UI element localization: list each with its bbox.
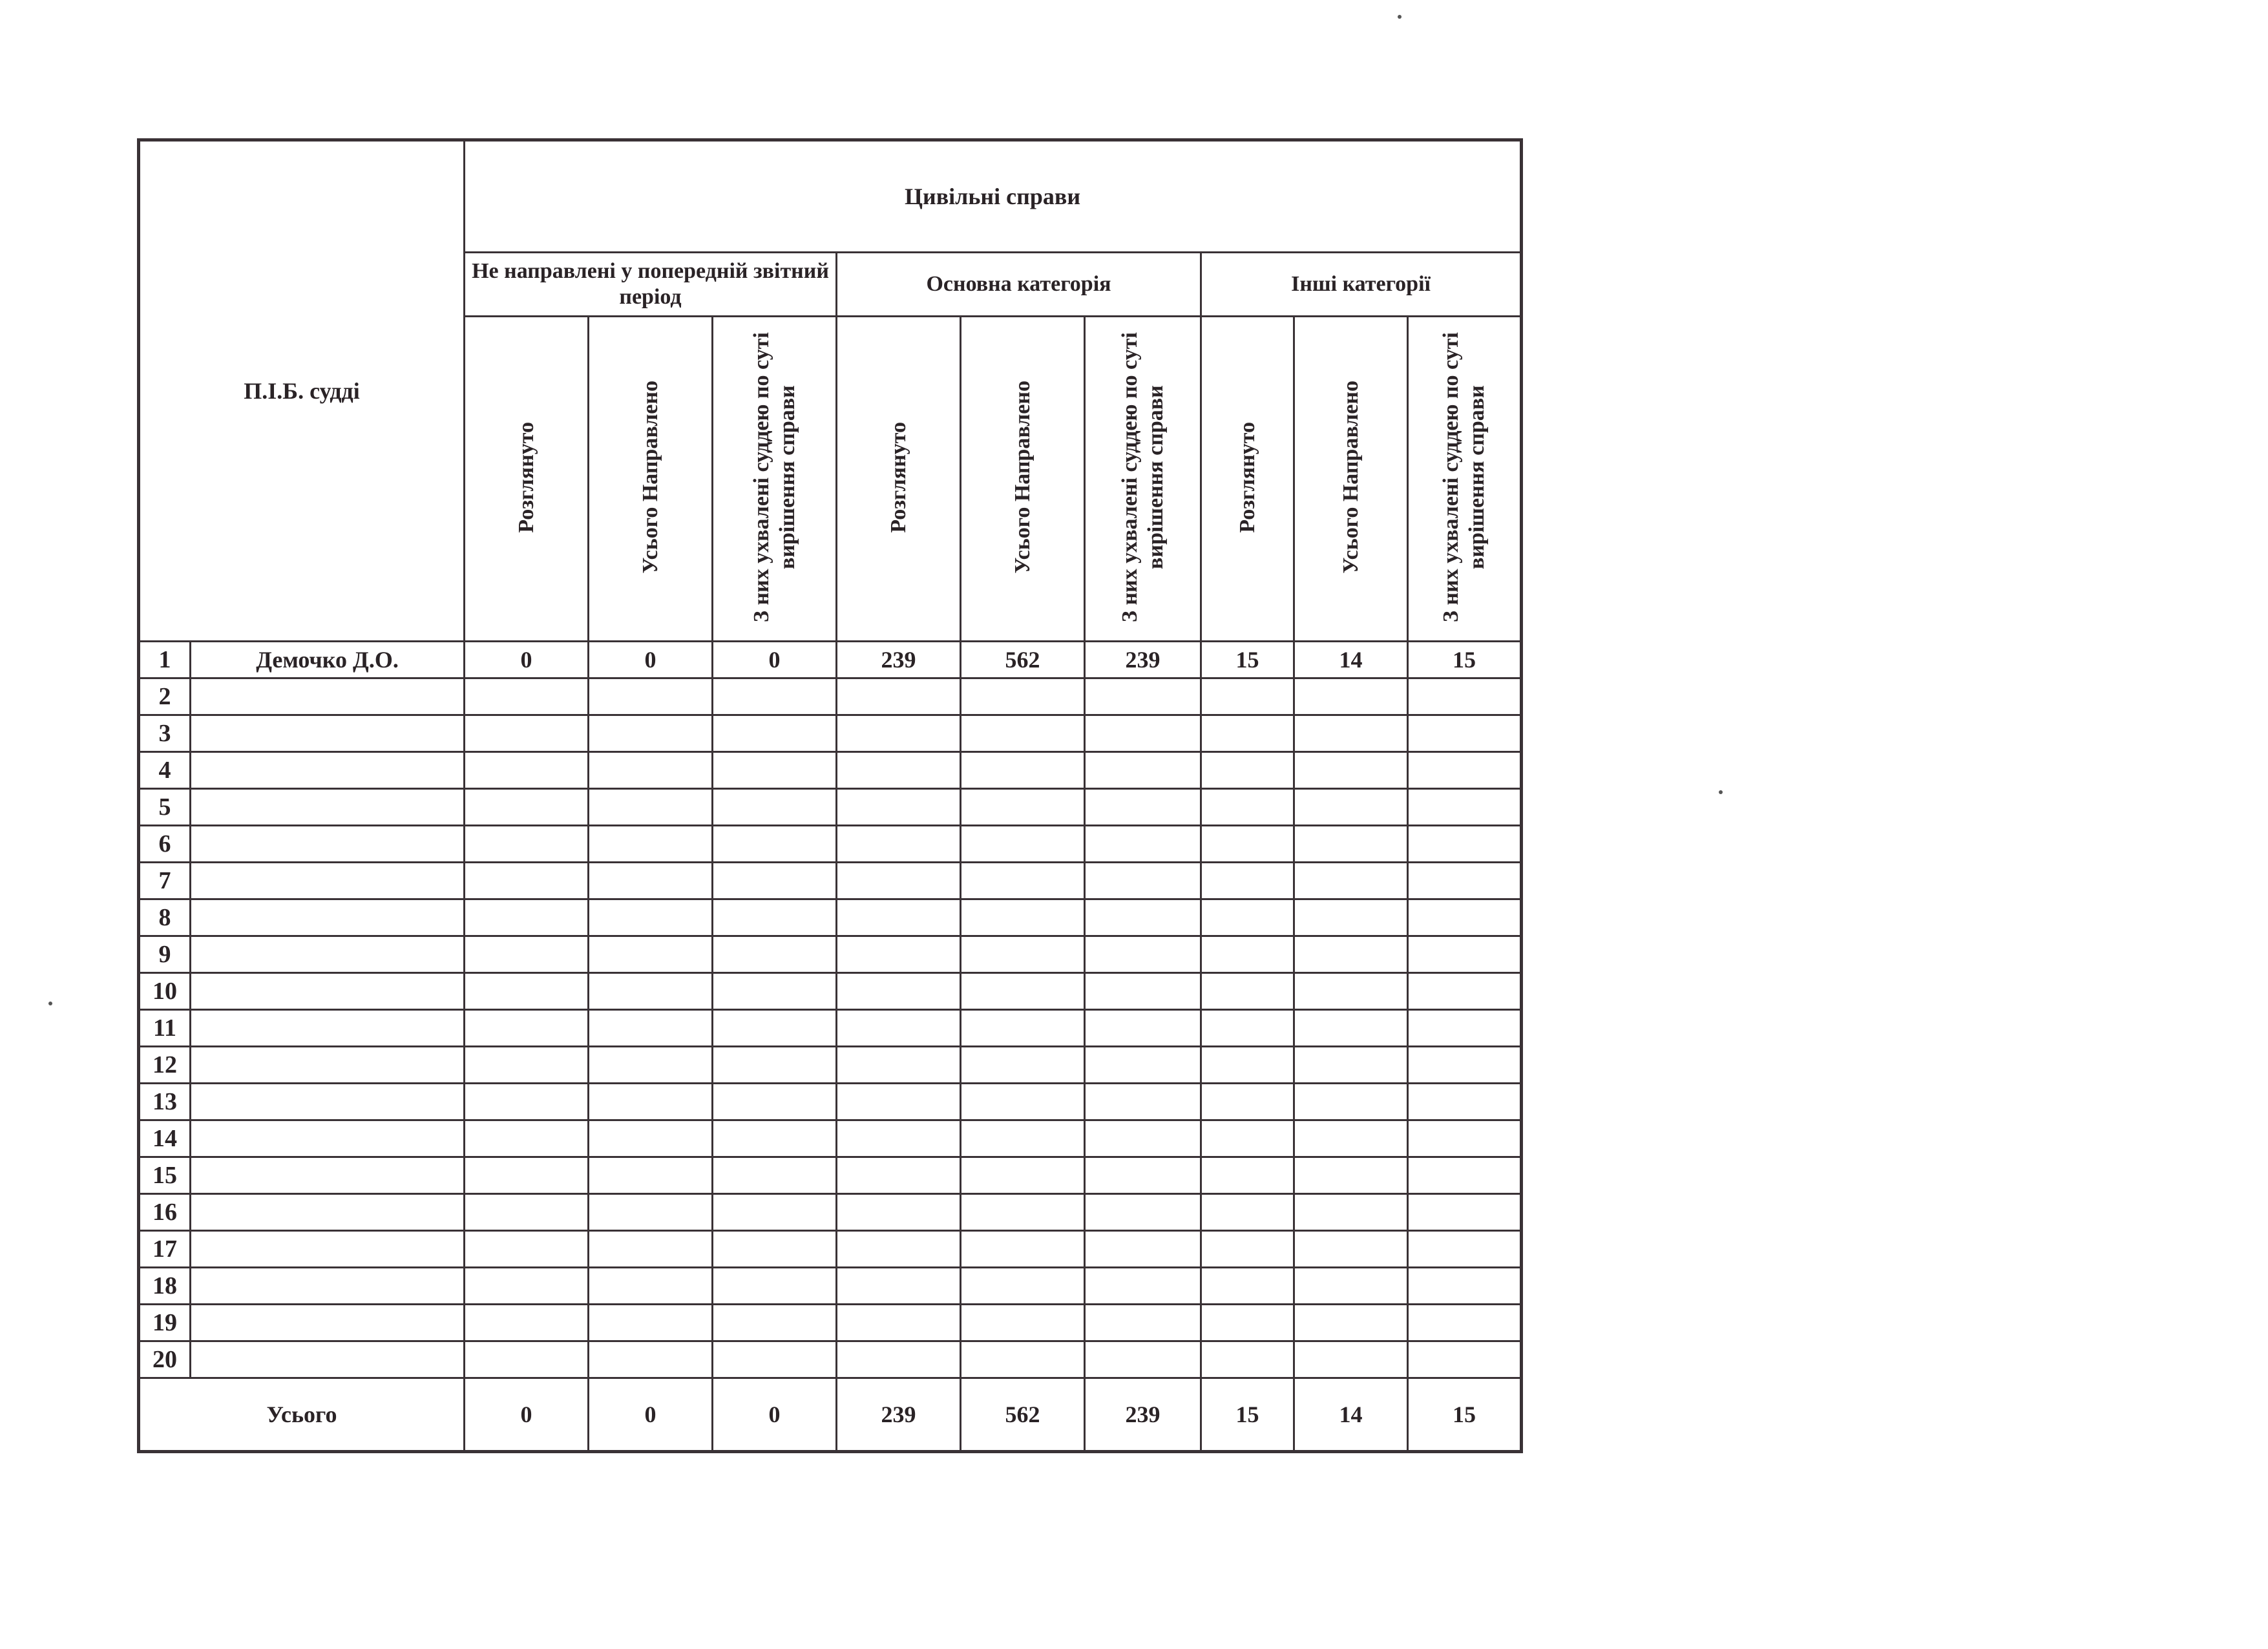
value-cell	[837, 1157, 961, 1194]
value-cell	[961, 1010, 1085, 1047]
value-cell: 0	[589, 642, 713, 678]
value-cell: 15	[1201, 642, 1294, 678]
value-cell	[1294, 1268, 1408, 1305]
column-header	[713, 317, 837, 642]
scan-speck	[1398, 15, 1402, 19]
table-row	[139, 1268, 1522, 1305]
value-cell	[837, 1084, 961, 1120]
subgroup-header-other-categories: Інші категорії	[1201, 253, 1522, 317]
value-cell	[1201, 1084, 1294, 1120]
value-cell: 15	[1408, 642, 1522, 678]
judge-name-cell	[191, 936, 465, 973]
column-header-label: Розглянуто	[1235, 421, 1259, 533]
value-cell	[1085, 789, 1201, 826]
value-cell	[589, 973, 713, 1010]
value-cell	[1201, 752, 1294, 789]
value-cell: 0	[713, 642, 837, 678]
row-number: 13	[139, 1084, 191, 1120]
value-cell	[713, 752, 837, 789]
value-cell	[589, 863, 713, 899]
value-cell	[589, 899, 713, 936]
value-cell	[589, 936, 713, 973]
value-cell	[1294, 789, 1408, 826]
total-cell: 562	[961, 1378, 1085, 1452]
row-number: 1	[139, 642, 191, 678]
value-cell: 14	[1294, 642, 1408, 678]
value-cell	[1085, 1010, 1201, 1047]
column-header	[589, 317, 713, 642]
value-cell	[1408, 1010, 1522, 1047]
value-cell: 562	[961, 642, 1085, 678]
value-cell	[1201, 1268, 1294, 1305]
value-cell	[837, 1194, 961, 1231]
table-row	[139, 1120, 1522, 1157]
judge-name-cell	[191, 1047, 465, 1084]
value-cell	[465, 678, 589, 715]
total-label: Усього	[139, 1378, 465, 1452]
value-cell	[713, 1341, 837, 1378]
table-row	[139, 789, 1522, 826]
table-row	[139, 1305, 1522, 1341]
value-cell	[1085, 863, 1201, 899]
value-cell	[1408, 899, 1522, 936]
value-cell	[1294, 973, 1408, 1010]
value-cell	[589, 1268, 713, 1305]
value-cell	[837, 899, 961, 936]
value-cell	[1408, 1120, 1522, 1157]
value-cell	[1408, 936, 1522, 973]
value-cell	[961, 1341, 1085, 1378]
value-cell	[713, 1120, 837, 1157]
value-cell	[837, 1010, 961, 1047]
value-cell	[1294, 1305, 1408, 1341]
value-cell	[1201, 1120, 1294, 1157]
row-number: 16	[139, 1194, 191, 1231]
report-table	[137, 138, 1523, 1453]
value-cell	[1085, 1120, 1201, 1157]
value-cell	[1085, 973, 1201, 1010]
value-cell	[961, 1120, 1085, 1157]
value-cell	[713, 715, 837, 752]
table-row	[139, 1341, 1522, 1378]
row-number: 17	[139, 1231, 191, 1268]
value-cell	[1408, 1268, 1522, 1305]
column-header	[1408, 317, 1522, 642]
value-cell	[713, 826, 837, 863]
table-row	[139, 1157, 1522, 1194]
value-cell	[1085, 1194, 1201, 1231]
value-cell	[1408, 973, 1522, 1010]
value-cell	[837, 973, 961, 1010]
value-cell	[1201, 973, 1294, 1010]
value-cell: 239	[1085, 642, 1201, 678]
row-number: 15	[139, 1157, 191, 1194]
judge-name-cell: Демочко Д.О.	[191, 642, 465, 678]
value-cell	[1294, 899, 1408, 936]
value-cell	[961, 1194, 1085, 1231]
civil-cases-header: Цивільні справи	[465, 140, 1522, 253]
row-number: 5	[139, 789, 191, 826]
value-cell	[465, 1341, 589, 1378]
table-row	[139, 863, 1522, 899]
value-cell	[1408, 1084, 1522, 1120]
judge-name-cell	[191, 1157, 465, 1194]
value-cell	[1408, 1231, 1522, 1268]
value-cell	[961, 863, 1085, 899]
value-cell	[1201, 1231, 1294, 1268]
judge-name-cell	[191, 678, 465, 715]
judge-name-cell	[191, 752, 465, 789]
value-cell	[961, 1268, 1085, 1305]
row-number: 19	[139, 1305, 191, 1341]
judge-name-cell	[191, 863, 465, 899]
row-number: 20	[139, 1341, 191, 1378]
value-cell	[1201, 1341, 1294, 1378]
value-cell	[961, 752, 1085, 789]
value-cell	[465, 863, 589, 899]
value-cell	[1201, 678, 1294, 715]
column-header-label: З них ухвалені суддею по суті вирішення справи	[749, 332, 799, 622]
value-cell	[589, 1157, 713, 1194]
value-cell	[589, 715, 713, 752]
table-row	[139, 936, 1522, 973]
row-number: 7	[139, 863, 191, 899]
value-cell	[589, 678, 713, 715]
value-cell	[1408, 752, 1522, 789]
value-cell	[1085, 678, 1201, 715]
subgroup-header-not-sent: Не направлені у попередній звітний період	[465, 253, 837, 317]
table-row	[139, 973, 1522, 1010]
value-cell	[1294, 752, 1408, 789]
judge-name-cell	[191, 1341, 465, 1378]
value-cell	[1294, 826, 1408, 863]
column-header	[961, 317, 1085, 642]
subgroup-header-main-category: Основна категорія	[837, 253, 1201, 317]
value-cell	[465, 1047, 589, 1084]
total-cell: 14	[1294, 1378, 1408, 1452]
value-cell	[1085, 1268, 1201, 1305]
column-header-label: Розглянуто	[514, 421, 538, 533]
table-row	[139, 826, 1522, 863]
column-header	[1294, 317, 1408, 642]
row-number: 8	[139, 899, 191, 936]
value-cell	[465, 1231, 589, 1268]
value-cell	[713, 789, 837, 826]
value-cell	[465, 1157, 589, 1194]
value-cell	[837, 1120, 961, 1157]
value-cell	[589, 752, 713, 789]
table-row	[139, 678, 1522, 715]
judge-name-cell	[191, 1194, 465, 1231]
value-cell	[1085, 1084, 1201, 1120]
value-cell	[465, 1084, 589, 1120]
value-cell	[1085, 1305, 1201, 1341]
table-row	[139, 752, 1522, 789]
total-row	[139, 1378, 1522, 1452]
value-cell	[1408, 826, 1522, 863]
value-cell	[837, 1047, 961, 1084]
value-cell	[713, 973, 837, 1010]
value-cell	[465, 752, 589, 789]
judge-name-cell	[191, 1305, 465, 1341]
value-cell	[961, 715, 1085, 752]
table-row	[139, 1047, 1522, 1084]
column-header-label: З них ухвалені суддею по суті вирішення справи	[1117, 332, 1168, 622]
value-cell	[1294, 1157, 1408, 1194]
value-cell	[713, 936, 837, 973]
value-cell	[1408, 1305, 1522, 1341]
value-cell	[713, 1231, 837, 1268]
value-cell	[1294, 1341, 1408, 1378]
value-cell	[465, 715, 589, 752]
value-cell	[837, 1268, 961, 1305]
value-cell	[465, 973, 589, 1010]
row-number: 10	[139, 973, 191, 1010]
table-row	[139, 642, 1522, 678]
value-cell	[1085, 1157, 1201, 1194]
judge-name-cell	[191, 899, 465, 936]
scan-speck	[1719, 790, 1723, 794]
value-cell	[713, 899, 837, 936]
value-cell	[713, 1194, 837, 1231]
value-cell	[589, 1305, 713, 1341]
value-cell	[961, 826, 1085, 863]
value-cell	[1201, 1047, 1294, 1084]
table-row	[139, 1231, 1522, 1268]
total-cell: 15	[1408, 1378, 1522, 1452]
column-header	[465, 317, 589, 642]
judge-name-cell	[191, 826, 465, 863]
judge-name-cell	[191, 789, 465, 826]
table-row	[139, 1084, 1522, 1120]
value-cell	[713, 1268, 837, 1305]
value-cell	[837, 863, 961, 899]
value-cell	[1408, 678, 1522, 715]
value-cell	[1294, 936, 1408, 973]
total-cell: 0	[713, 1378, 837, 1452]
row-number: 6	[139, 826, 191, 863]
table-row	[139, 899, 1522, 936]
total-cell: 0	[465, 1378, 589, 1452]
row-number: 2	[139, 678, 191, 715]
value-cell	[465, 826, 589, 863]
value-cell	[837, 1341, 961, 1378]
value-cell	[1294, 1047, 1408, 1084]
value-cell	[1201, 1157, 1294, 1194]
total-cell: 239	[837, 1378, 961, 1452]
judge-name-cell	[191, 1231, 465, 1268]
value-cell	[1201, 826, 1294, 863]
value-cell	[837, 1231, 961, 1268]
value-cell	[713, 1084, 837, 1120]
column-header	[1085, 317, 1201, 642]
value-cell	[1294, 715, 1408, 752]
value-cell	[589, 1194, 713, 1231]
value-cell	[1408, 1157, 1522, 1194]
value-cell	[1085, 1341, 1201, 1378]
value-cell	[1294, 678, 1408, 715]
value-cell	[1085, 715, 1201, 752]
table-row	[139, 1010, 1522, 1047]
value-cell: 0	[465, 642, 589, 678]
value-cell	[465, 1120, 589, 1157]
row-number: 9	[139, 936, 191, 973]
value-cell	[1294, 1194, 1408, 1231]
judge-name-header: П.І.Б. судді	[139, 140, 465, 642]
row-number: 3	[139, 715, 191, 752]
value-cell	[465, 936, 589, 973]
value-cell	[1201, 789, 1294, 826]
value-cell	[1294, 1231, 1408, 1268]
value-cell	[961, 1157, 1085, 1194]
value-cell	[713, 863, 837, 899]
row-number: 14	[139, 1120, 191, 1157]
value-cell	[465, 899, 589, 936]
value-cell	[1201, 863, 1294, 899]
table-body	[139, 642, 1522, 1378]
row-number: 12	[139, 1047, 191, 1084]
value-cell	[465, 1194, 589, 1231]
judge-name-cell	[191, 1084, 465, 1120]
value-cell	[961, 1047, 1085, 1084]
value-cell	[961, 678, 1085, 715]
value-cell	[837, 715, 961, 752]
value-cell	[465, 1268, 589, 1305]
total-cell: 239	[1085, 1378, 1201, 1452]
value-cell	[1408, 863, 1522, 899]
column-header	[837, 317, 961, 642]
value-cell	[1085, 936, 1201, 973]
value-cell	[1408, 1194, 1522, 1231]
row-number: 11	[139, 1010, 191, 1047]
value-cell	[961, 789, 1085, 826]
table-row	[139, 715, 1522, 752]
value-cell	[1201, 1305, 1294, 1341]
value-cell	[1294, 1010, 1408, 1047]
value-cell	[713, 1010, 837, 1047]
value-cell	[589, 1120, 713, 1157]
value-cell	[837, 678, 961, 715]
value-cell	[713, 1047, 837, 1084]
value-cell	[1201, 1194, 1294, 1231]
column-header-label: Усього Направлено	[1338, 381, 1363, 574]
column-header-label: З них ухвалені суддею по суті вирішення справи	[1439, 332, 1489, 622]
value-cell	[1085, 1047, 1201, 1084]
value-cell	[1294, 863, 1408, 899]
value-cell	[589, 826, 713, 863]
value-cell	[713, 1157, 837, 1194]
value-cell	[713, 1305, 837, 1341]
value-cell	[837, 752, 961, 789]
value-cell	[837, 936, 961, 973]
value-cell	[1085, 752, 1201, 789]
judge-name-cell	[191, 1268, 465, 1305]
value-cell	[1408, 715, 1522, 752]
value-cell	[1294, 1084, 1408, 1120]
value-cell	[1201, 715, 1294, 752]
value-cell	[465, 1305, 589, 1341]
judge-name-cell	[191, 973, 465, 1010]
value-cell	[1408, 789, 1522, 826]
value-cell	[713, 678, 837, 715]
row-number: 4	[139, 752, 191, 789]
value-cell	[589, 1010, 713, 1047]
scan-speck	[48, 1002, 52, 1005]
table-row	[139, 1194, 1522, 1231]
value-cell	[961, 1305, 1085, 1341]
value-cell	[961, 973, 1085, 1010]
value-cell	[589, 1231, 713, 1268]
value-cell	[589, 1047, 713, 1084]
value-cell	[589, 1341, 713, 1378]
value-cell	[589, 789, 713, 826]
column-header-label: Розглянуто	[886, 421, 910, 533]
row-number: 18	[139, 1268, 191, 1305]
judge-name-cell	[191, 715, 465, 752]
judge-name-cell	[191, 1120, 465, 1157]
value-cell	[1294, 1120, 1408, 1157]
value-cell	[1085, 1231, 1201, 1268]
value-cell	[1201, 936, 1294, 973]
value-cell	[961, 1231, 1085, 1268]
value-cell	[589, 1084, 713, 1120]
value-cell	[1201, 1010, 1294, 1047]
value-cell	[465, 789, 589, 826]
value-cell	[961, 899, 1085, 936]
column-header-label: Усього Направлено	[638, 381, 662, 574]
value-cell	[1408, 1341, 1522, 1378]
value-cell: 239	[837, 642, 961, 678]
value-cell	[1408, 1047, 1522, 1084]
value-cell	[961, 936, 1085, 973]
value-cell	[465, 1010, 589, 1047]
value-cell	[1085, 826, 1201, 863]
total-cell: 0	[589, 1378, 713, 1452]
judge-name-cell	[191, 1010, 465, 1047]
value-cell	[837, 789, 961, 826]
total-cell: 15	[1201, 1378, 1294, 1452]
value-cell	[1085, 899, 1201, 936]
value-cell	[1201, 899, 1294, 936]
value-cell	[837, 1305, 961, 1341]
column-header	[1201, 317, 1294, 642]
column-header-label: Усього Направлено	[1010, 381, 1034, 574]
value-cell	[837, 826, 961, 863]
value-cell	[961, 1084, 1085, 1120]
